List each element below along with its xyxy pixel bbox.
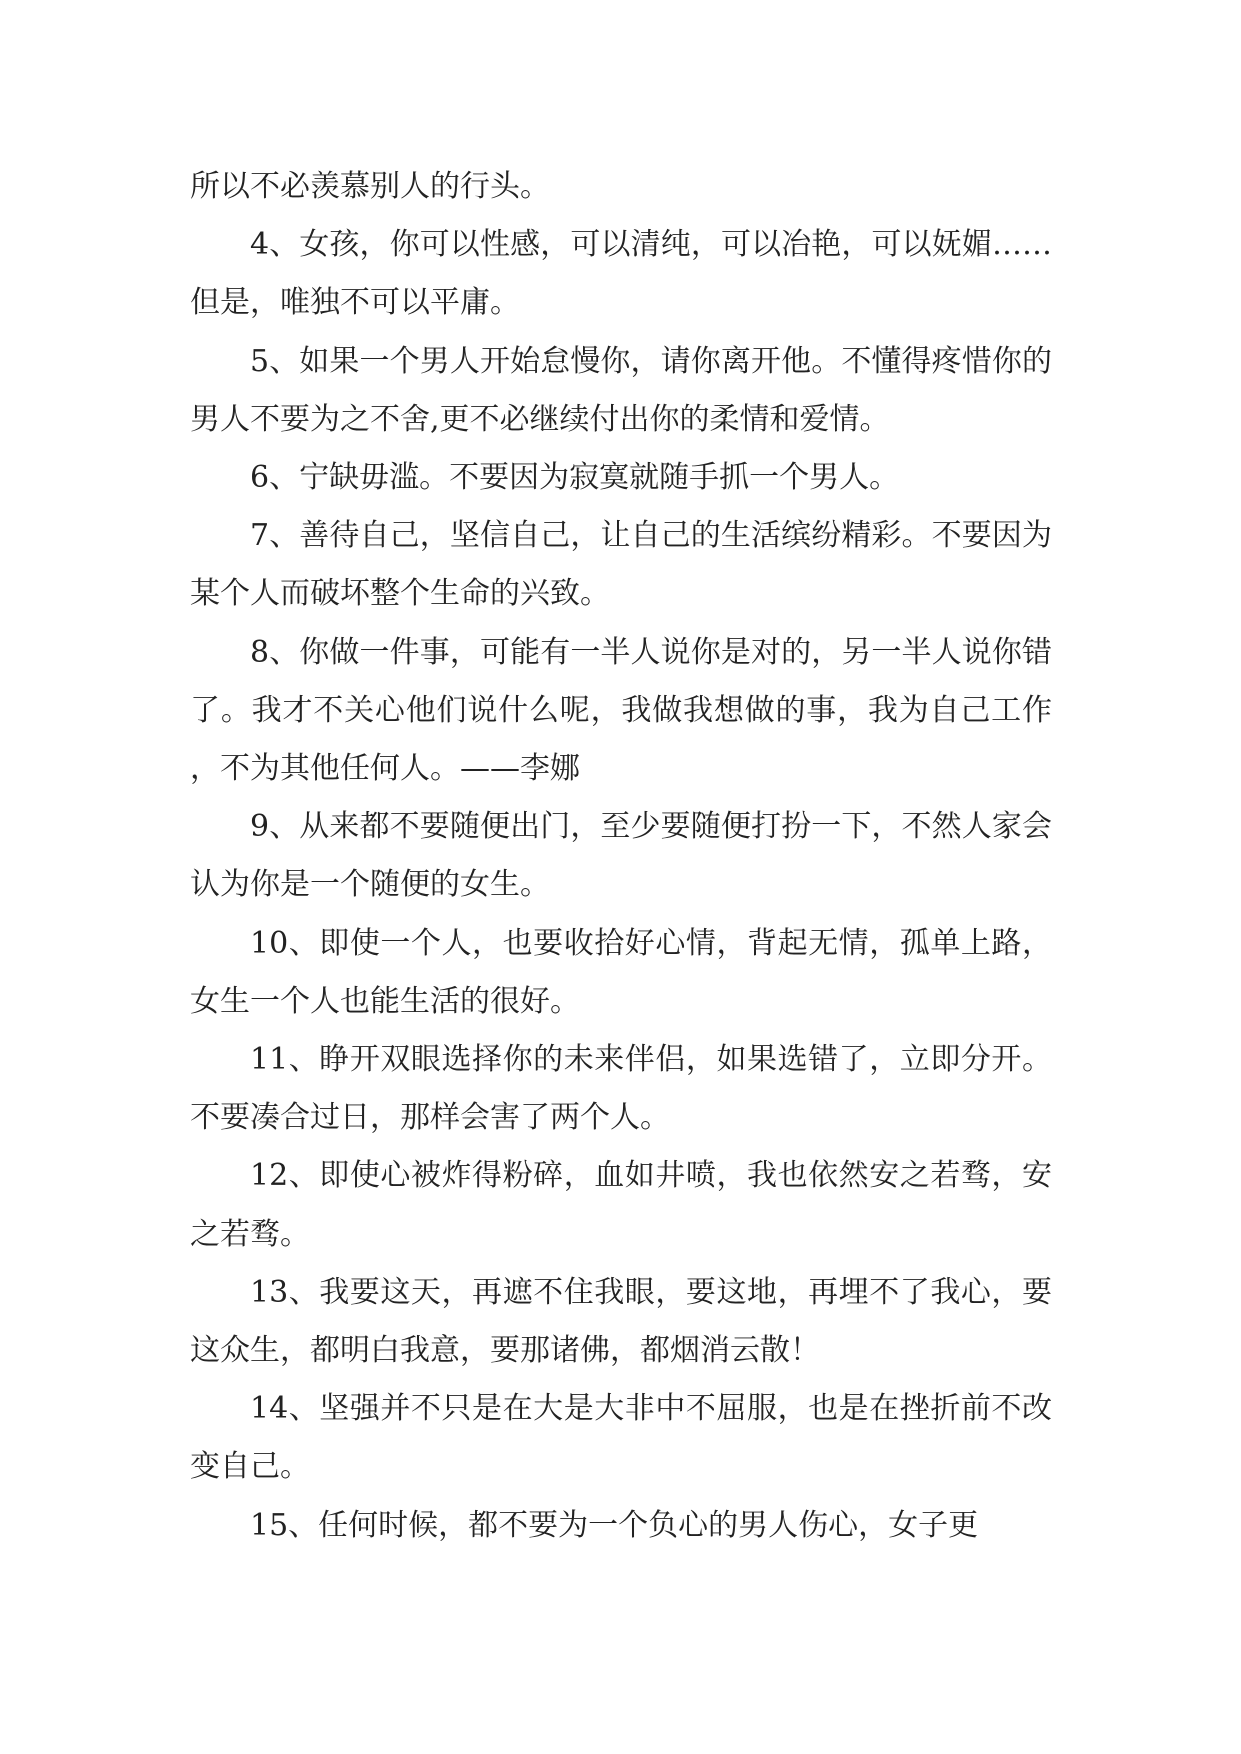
paragraph-continuation: 所以不必羡慕别人的行头。 — [190, 169, 550, 204]
paragraph-5: 5、如果一个男人开始怠慢你，请你离开他。不懂得疼惜你的男人不要为之不舍,更不必继续付出你的柔情和爱情。 — [190, 343, 1052, 437]
paragraph-14: 14、坚强并不只是在大是大非中不屈服，也是在挫折前不改变自己。 — [190, 1391, 1052, 1485]
paragraph-4: 4、女孩，你可以性感，可以清纯，可以冶艳，可以妩媚……但是，唯独不可以平庸。 — [190, 227, 1052, 321]
paragraph-6: 6、宁缺毋滥。不要因为寂寞就随手抓一个男人。 — [250, 460, 900, 496]
document-body — [190, 158, 1052, 1555]
paragraph-9: 9、从来都不要随便出门，至少要随便打扮一下，不然人家会认为你是一个随便的女生。 — [190, 809, 1052, 903]
paragraph-7: 7、善待自己，坚信自己，让自己的生活缤纷精彩。不要因为某个人而破坏整个生命的兴致。 — [190, 518, 1052, 612]
paragraph-10: 10、即使一个人，也要收拾好心情，背起无情，孤单上路，女生一个人也能生活的很好。 — [190, 925, 1052, 1019]
paragraph-8: 8、你做一件事，可能有一半人说你是对的，另一半人说你错了。我才不关心他们说什么呢，我做我想做的事，我为自己工作，不为其他任何人。——李娜 — [190, 634, 1052, 787]
paragraph-13: 13、我要这天，再遮不住我眼，要这地，再埋不了我心，要这众生，都明白我意，要那诸佛，都烟消云散！ — [190, 1274, 1052, 1369]
paragraph-11: 11、睁开双眼选择你的未来伴侣，如果选错了，立即分开。不要凑合过日，那样会害了两个人。 — [190, 1042, 1052, 1136]
paragraph-15: 15、任何时候，都不要为一个负心的男人伤心，女子更 — [250, 1507, 979, 1543]
paragraph-12: 12、即使心被炸得粉碎，血如井喷，我也依然安之若骛，安之若骛。 — [190, 1158, 1052, 1252]
